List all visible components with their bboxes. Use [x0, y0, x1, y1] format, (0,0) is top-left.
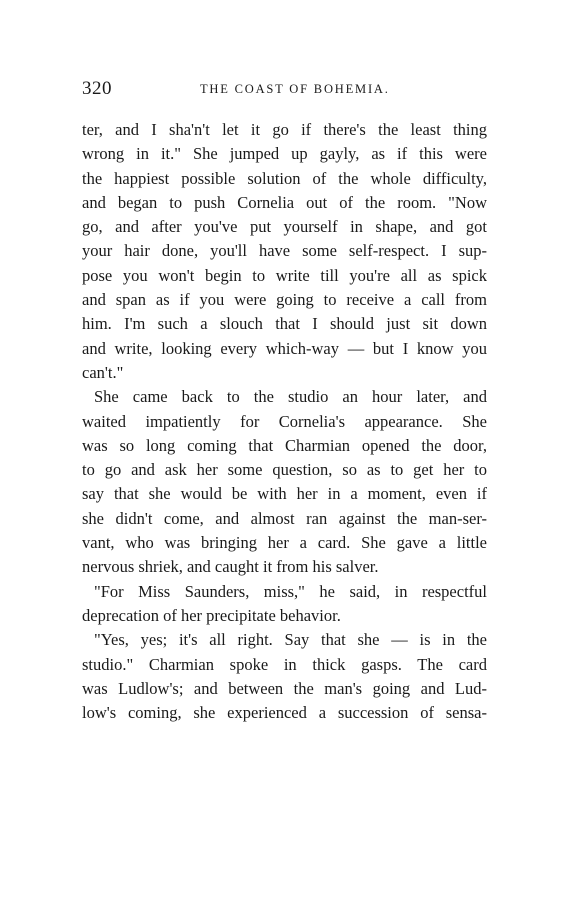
page-number: 320	[82, 78, 112, 99]
body-text	[82, 118, 487, 725]
text-line: can't."	[82, 362, 124, 382]
text-line: pose you won't begin to write till you're all as spick	[82, 265, 487, 285]
page-header	[82, 78, 487, 102]
running-title: THE COAST OF BOHEMIA.	[200, 82, 390, 96]
text-line: your hair done, you'll have some self-respect. I sup-	[82, 241, 487, 261]
text-line: and write, looking every which-way — but I know you	[82, 338, 487, 358]
text-line: say that she would be with her in a moment, even if	[82, 484, 487, 504]
text-line: and began to push Cornelia out of the room. "Now	[82, 192, 487, 212]
text-line: deprecation of her precipitate behavior.	[82, 605, 341, 625]
paragraph	[82, 385, 487, 579]
text-line: to go and ask her some question, so as to get her to	[82, 460, 487, 480]
paragraph	[82, 628, 487, 725]
text-line: was Ludlow's; and between the man's going and Lud-	[82, 678, 487, 698]
text-line: waited impatiently for Cornelia's appearance. She	[82, 411, 487, 431]
text-line: was so long coming that Charmian opened the door,	[82, 435, 487, 455]
text-line: "Yes, yes; it's all right. Say that she — is in the	[94, 630, 487, 650]
text-line: vant, who was bringing her a card. She gave a little	[82, 533, 487, 553]
text-line: the happiest possible solution of the whole difficulty,	[82, 168, 487, 188]
text-line: and span as if you were going to receive a call from	[82, 290, 487, 310]
text-line: She came back to the studio an hour later, and	[94, 387, 487, 407]
text-line: low's coming, she experienced a succession of sensa-	[82, 703, 487, 723]
text-line: nervous shriek, and caught it from his salver.	[82, 557, 379, 577]
text-line: go, and after you've put yourself in shape, and got	[82, 217, 487, 237]
text-line: him. I'm such a slouch that I should just sit down	[82, 314, 487, 334]
paragraph	[82, 118, 487, 385]
text-line: wrong in it." She jumped up gayly, as if this were	[82, 144, 487, 164]
text-line: ter, and I sha'n't let it go if there's the least thing	[82, 120, 487, 139]
text-line: studio." Charmian spoke in thick gasps. The card	[82, 654, 487, 674]
paragraph	[82, 580, 487, 629]
text-line: she didn't come, and almost ran against the man-ser-	[82, 508, 487, 528]
text-line: "For Miss Saunders, miss," he said, in respectful	[94, 581, 487, 601]
